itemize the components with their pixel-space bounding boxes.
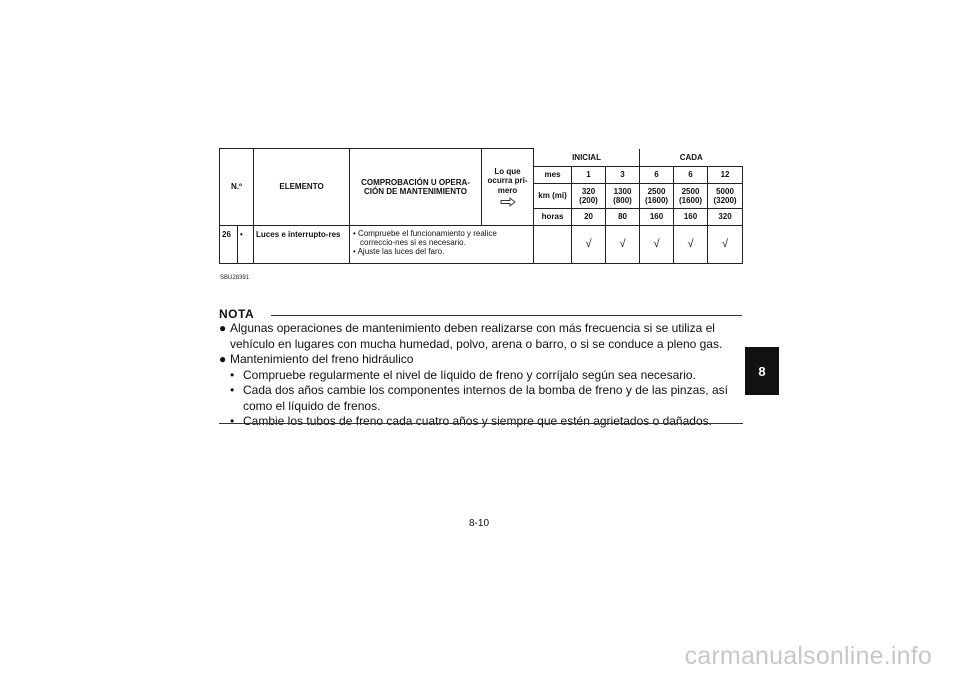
header-cell: 2500 (1600)	[640, 184, 674, 209]
sub-list-item	[219, 383, 743, 414]
check-line: • Ajuste las luces del faro.	[353, 247, 445, 257]
header-first	[482, 149, 534, 226]
list-item-text: Algunas operaciones de mantenimiento deben realizarse con más frecuencia si se utiliza el vehículo en lugares con mucha humedad, polvo, arena o barro, o si se conduce a pleno gas.	[230, 321, 723, 351]
page-number: 8-10	[469, 518, 490, 529]
header-cell: 6	[674, 167, 708, 184]
blank-cell	[534, 226, 572, 264]
list-item-text: Mantenimiento del freno hidráulico	[230, 352, 414, 366]
sub-list-item	[219, 414, 743, 430]
check-line: • Compruebe el funcionamiento y realice correccio-nes si es necesario.	[353, 229, 497, 248]
header-cell: 12	[708, 167, 743, 184]
header-initial: INICIAL	[534, 149, 640, 167]
sub-list-item-text: Compruebe regularmente el nivel de líquido de freno y corríjalo según sea necesario.	[243, 367, 696, 382]
header-cell: 3	[606, 167, 640, 184]
bullet-icon: •	[230, 414, 235, 428]
nota-title: NOTA	[219, 307, 255, 321]
list-item	[219, 321, 743, 352]
table-row	[220, 226, 743, 264]
header-label-horas: horas	[534, 209, 572, 226]
row-num: 26	[220, 226, 238, 264]
row-checks	[350, 226, 534, 264]
header-cell: 160	[640, 209, 674, 226]
header-num: N.º	[220, 149, 254, 226]
row-mark: •	[238, 226, 254, 264]
arrow-right-icon	[500, 197, 516, 207]
reference-code: SBU28391	[220, 275, 250, 281]
header-check: COMPROBACIÓN U OPERA-CIÓN DE MANTENIMIENTO	[350, 149, 482, 226]
list-item	[219, 352, 743, 368]
check-mark: √	[640, 226, 674, 264]
divider	[271, 315, 742, 316]
sub-list-item-text: Cada dos años cambie los componentes internos de la bomba de freno y de las pinzas, así como el líquido de frenos.	[243, 383, 728, 413]
watermark: carmanualsonline.info	[684, 642, 932, 670]
chapter-tab: 8	[745, 347, 779, 395]
header-cell: 320	[708, 209, 743, 226]
check-mark: √	[708, 226, 743, 264]
header-first-label: Lo que ocurra pri-mero	[487, 167, 528, 195]
nota-header	[219, 307, 742, 321]
header-every: CADA	[640, 149, 743, 167]
header-cell: 6	[640, 167, 674, 184]
sub-list-item-text: Cambie los tubos de freno cada cuatro años y siempre que estén agrietados o dañados.	[243, 414, 712, 428]
header-cell: 5000 (3200)	[708, 184, 743, 209]
header-cell: 80	[606, 209, 640, 226]
header-element: ELEMENTO	[254, 149, 350, 226]
header-label-mes: mes	[534, 167, 572, 184]
bullet-icon: ●	[219, 321, 227, 335]
divider	[219, 423, 743, 424]
header-cell: 20	[572, 209, 606, 226]
header-cell: 1	[572, 167, 606, 184]
maintenance-table	[219, 148, 743, 264]
bullet-icon: ●	[219, 352, 227, 366]
header-cell: 320 (200)	[572, 184, 606, 209]
bullet-icon: •	[230, 383, 235, 397]
header-cell: 1300 (800)	[606, 184, 640, 209]
sub-list-item	[219, 368, 743, 384]
check-mark: √	[572, 226, 606, 264]
nota-body	[219, 321, 743, 430]
check-mark: √	[606, 226, 640, 264]
check-mark: √	[674, 226, 708, 264]
row-element: Luces e interrupto-res	[254, 226, 350, 264]
header-cell: 2500 (1600)	[674, 184, 708, 209]
header-cell: 160	[674, 209, 708, 226]
header-label-km: km (mi)	[534, 184, 572, 209]
bullet-icon: •	[230, 367, 235, 382]
